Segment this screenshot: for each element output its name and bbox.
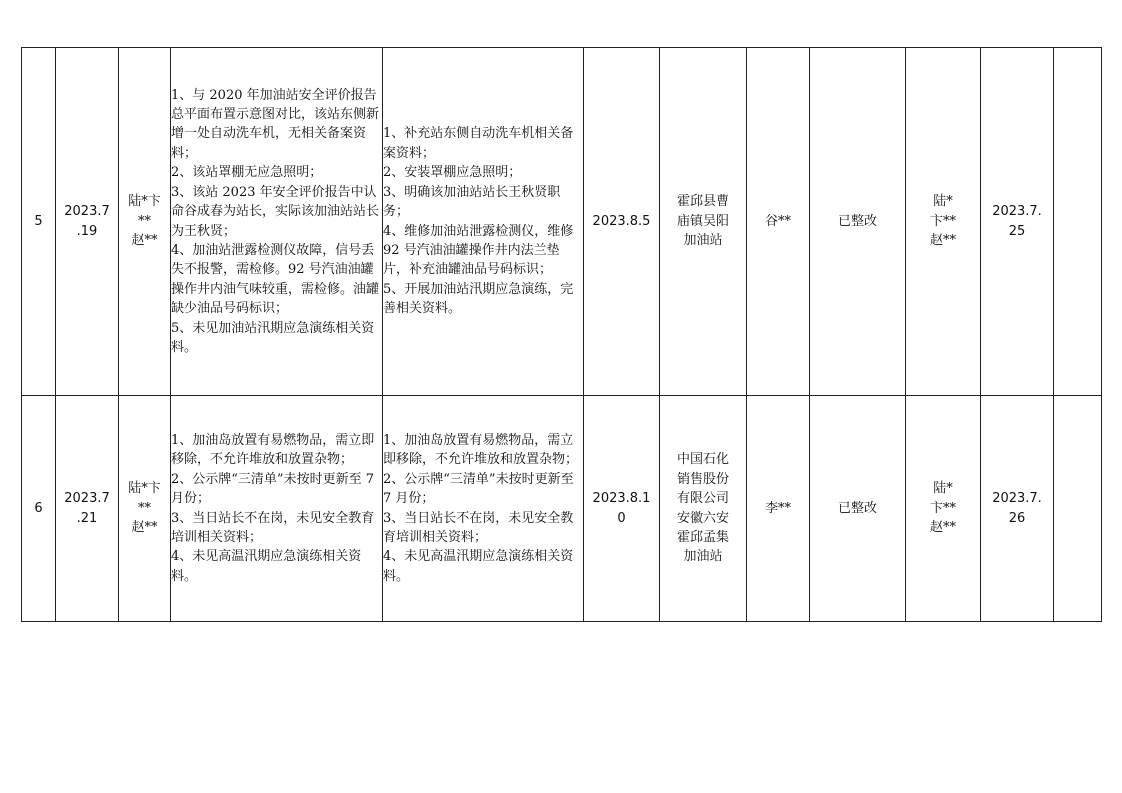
check-date: 2023.7 .21 <box>56 396 119 622</box>
review-date: 2023.7. 25 <box>981 48 1054 396</box>
rectification-table <box>21 47 1102 622</box>
table-row <box>22 396 1102 622</box>
unit-name: 霍邱县曹 庙镇吴阳 加油站 <box>660 48 747 396</box>
row-number: 5 <box>22 48 56 396</box>
unit-name: 中国石化 销售股份 有限公司 安徽六安 霍邱孟集 加油站 <box>660 396 747 622</box>
inspectors: 陆*卞 ** 赵** <box>119 396 171 622</box>
responsible-person: 谷** <box>747 48 810 396</box>
responsible-person: 李** <box>747 396 810 622</box>
review-date: 2023.7. 26 <box>981 396 1054 622</box>
check-date: 2023.7 .19 <box>56 48 119 396</box>
inspectors: 陆*卞 ** 赵** <box>119 48 171 396</box>
reviewers: 陆* 卞** 赵** <box>906 48 981 396</box>
rectification-deadline: 2023.8.5 <box>584 48 660 396</box>
rectification-status: 已整改 <box>810 396 906 622</box>
rectification-measures: 1、补充站东侧自动洗车机相关备案资料； 2、安装罩棚应急照明； 3、明确该加油站站长王秋贤职务； 4、维修加油站泄露检测仪，维修 92 号汽油油罐操作井内法兰垫片，补充油罐油品号码标识； 5、开展加油站汛期应急演练，完善相关资料。 <box>383 48 584 396</box>
remarks <box>1054 396 1102 622</box>
problems-found: 1、加油岛放置有易燃物品，需立即移除，不允许堆放和放置杂物； 2、公示牌“三清单”未按时更新至 7 月份； 3、当日站长不在岗，未见安全教育培训相关资料； 4、未见高温汛期应急演练相关资料。 <box>171 396 383 622</box>
rectification-deadline: 2023.8.1 0 <box>584 396 660 622</box>
table-row <box>22 48 1102 396</box>
reviewers: 陆* 卞** 赵** <box>906 396 981 622</box>
row-number: 6 <box>22 396 56 622</box>
rectification-status: 已整改 <box>810 48 906 396</box>
problems-found: 1、与 2020 年加油站安全评价报告总平面布置示意图对比，该站东侧新增一处自动洗车机，无相关备案资料； 2、该站罩棚无应急照明； 3、该站 2023 年安全评价报告中认命谷成春为站长，实际该加油站站长为王秋贤； 4、加油站泄露检测仪故障，信号丢失不报警，需检修。92 号汽油油罐操作井内油气味较重，需检修。油罐缺少油品号码标识； 5、未见加油站汛期应急演练相关资料。 <box>171 48 383 396</box>
remarks <box>1054 48 1102 396</box>
rectification-measures: 1、加油岛放置有易燃物品，需立即移除，不允许堆放和放置杂物； 2、公示牌“三清单”未按时更新至 7 月份； 3、当日站长不在岗，未见安全教育培训相关资料； 4、未见高温汛期应急演练相关资料。 <box>383 396 584 622</box>
